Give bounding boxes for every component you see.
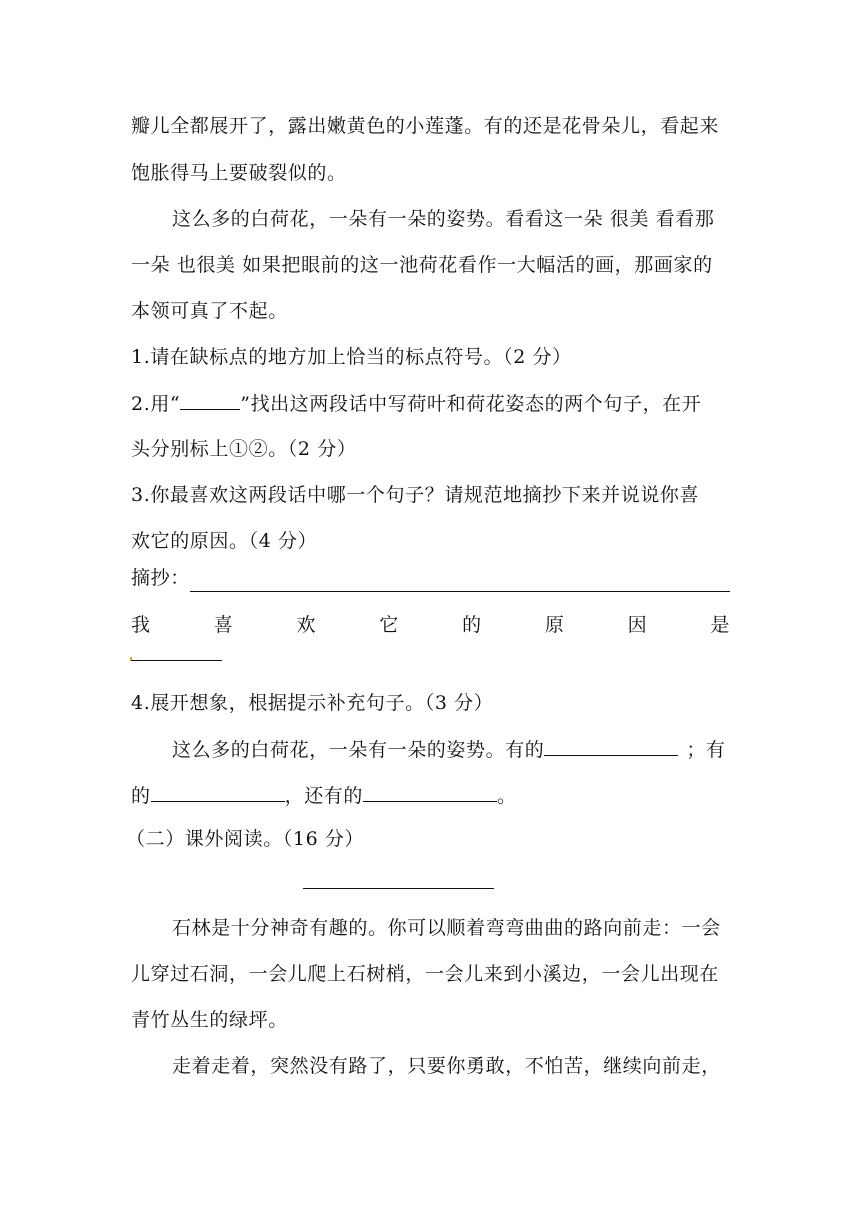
question-4-line-2-prefix: 的 [131, 785, 151, 807]
question-4-line-1-suffix: ；有 [686, 739, 726, 761]
reason-row [131, 611, 730, 639]
question-4-blank-2[interactable] [151, 781, 285, 802]
passage-line-1: 瓣儿全都展开了，露出嫩黄色的小莲蓬。有的还是花骨朵儿，看起来 [131, 115, 720, 137]
section-2-heading: （二）课外阅读。（16 分） [126, 828, 365, 850]
question-3-line-1: 3.你最喜欢这两段话中哪一个句子？请规范地摘抄下来并说说你喜 [131, 484, 700, 506]
reason-char: 我 [131, 614, 151, 636]
question-4-blank-1[interactable] [544, 735, 678, 756]
section-2-p1-line-1: 石林是十分神奇有趣的。你可以顺着弯弯曲曲的路向前走：一会 [172, 917, 721, 939]
reason-answer-line[interactable] [131, 660, 222, 661]
passage-line-3: 这么多的白荷花，一朵有一朵的姿势。看看这一朵 很美 看看那 [172, 208, 715, 230]
reason-char: 它 [379, 614, 399, 636]
reason-char: 欢 [296, 614, 317, 636]
question-4-line-2-suffix: 。 [497, 785, 517, 807]
reason-char: 喜 [213, 614, 234, 636]
copy-label: 摘抄： [131, 567, 190, 589]
reason-char: 的 [462, 614, 482, 636]
copy-row [131, 564, 730, 592]
reason-char: 原 [544, 614, 565, 636]
section-2-p2-line-1: 走着走着，突然没有路了，只要你勇敢，不怕苦，继续向前走， [172, 1055, 721, 1077]
section-2-p1-line-2: 儿穿过石洞，一会儿爬上石树梢，一会儿来到小溪边，一会儿出现在 [131, 963, 720, 985]
question-4-line-2-mid: ，还有的 [284, 785, 364, 807]
question-3-line-2: 欢它的原因。（4 分） [131, 530, 318, 552]
question-2-line-2: 头分别标上①②。（2 分） [131, 438, 357, 460]
copy-answer-line[interactable] [190, 569, 730, 592]
question-2 [131, 389, 730, 418]
question-2-prefix: 2.用“ [131, 393, 181, 415]
question-2-suffix: ”找出这两段话中写荷叶和荷花姿态的两个句子，在开 [240, 393, 702, 415]
question-4-line-1 [172, 735, 730, 764]
title-blank-line[interactable] [303, 888, 494, 889]
question-4-blank-3[interactable] [363, 781, 497, 802]
passage-line-2: 饱胀得马上要破裂似的。 [131, 162, 347, 184]
passage-line-4: 一朵 也很美 如果把眼前的这一池荷花看作一大幅活的画，那画家的 [131, 254, 713, 276]
question-4: 4.展开想象，根据提示补充句子。（3 分） [131, 692, 494, 714]
reason-char: 是 [710, 614, 730, 636]
question-4-line-1-prefix: 这么多的白荷花，一朵有一朵的姿势。有的 [172, 739, 545, 761]
passage-line-5: 本领可真了不起。 [131, 300, 288, 322]
question-2-blank[interactable] [180, 389, 240, 410]
section-2-p1-line-3: 青竹丛生的绿坪。 [131, 1009, 288, 1031]
reason-char: 因 [627, 614, 648, 636]
question-1: 1.请在缺标点的地方加上恰当的标点符号。（2 分） [131, 346, 572, 368]
question-4-line-2 [131, 781, 730, 810]
